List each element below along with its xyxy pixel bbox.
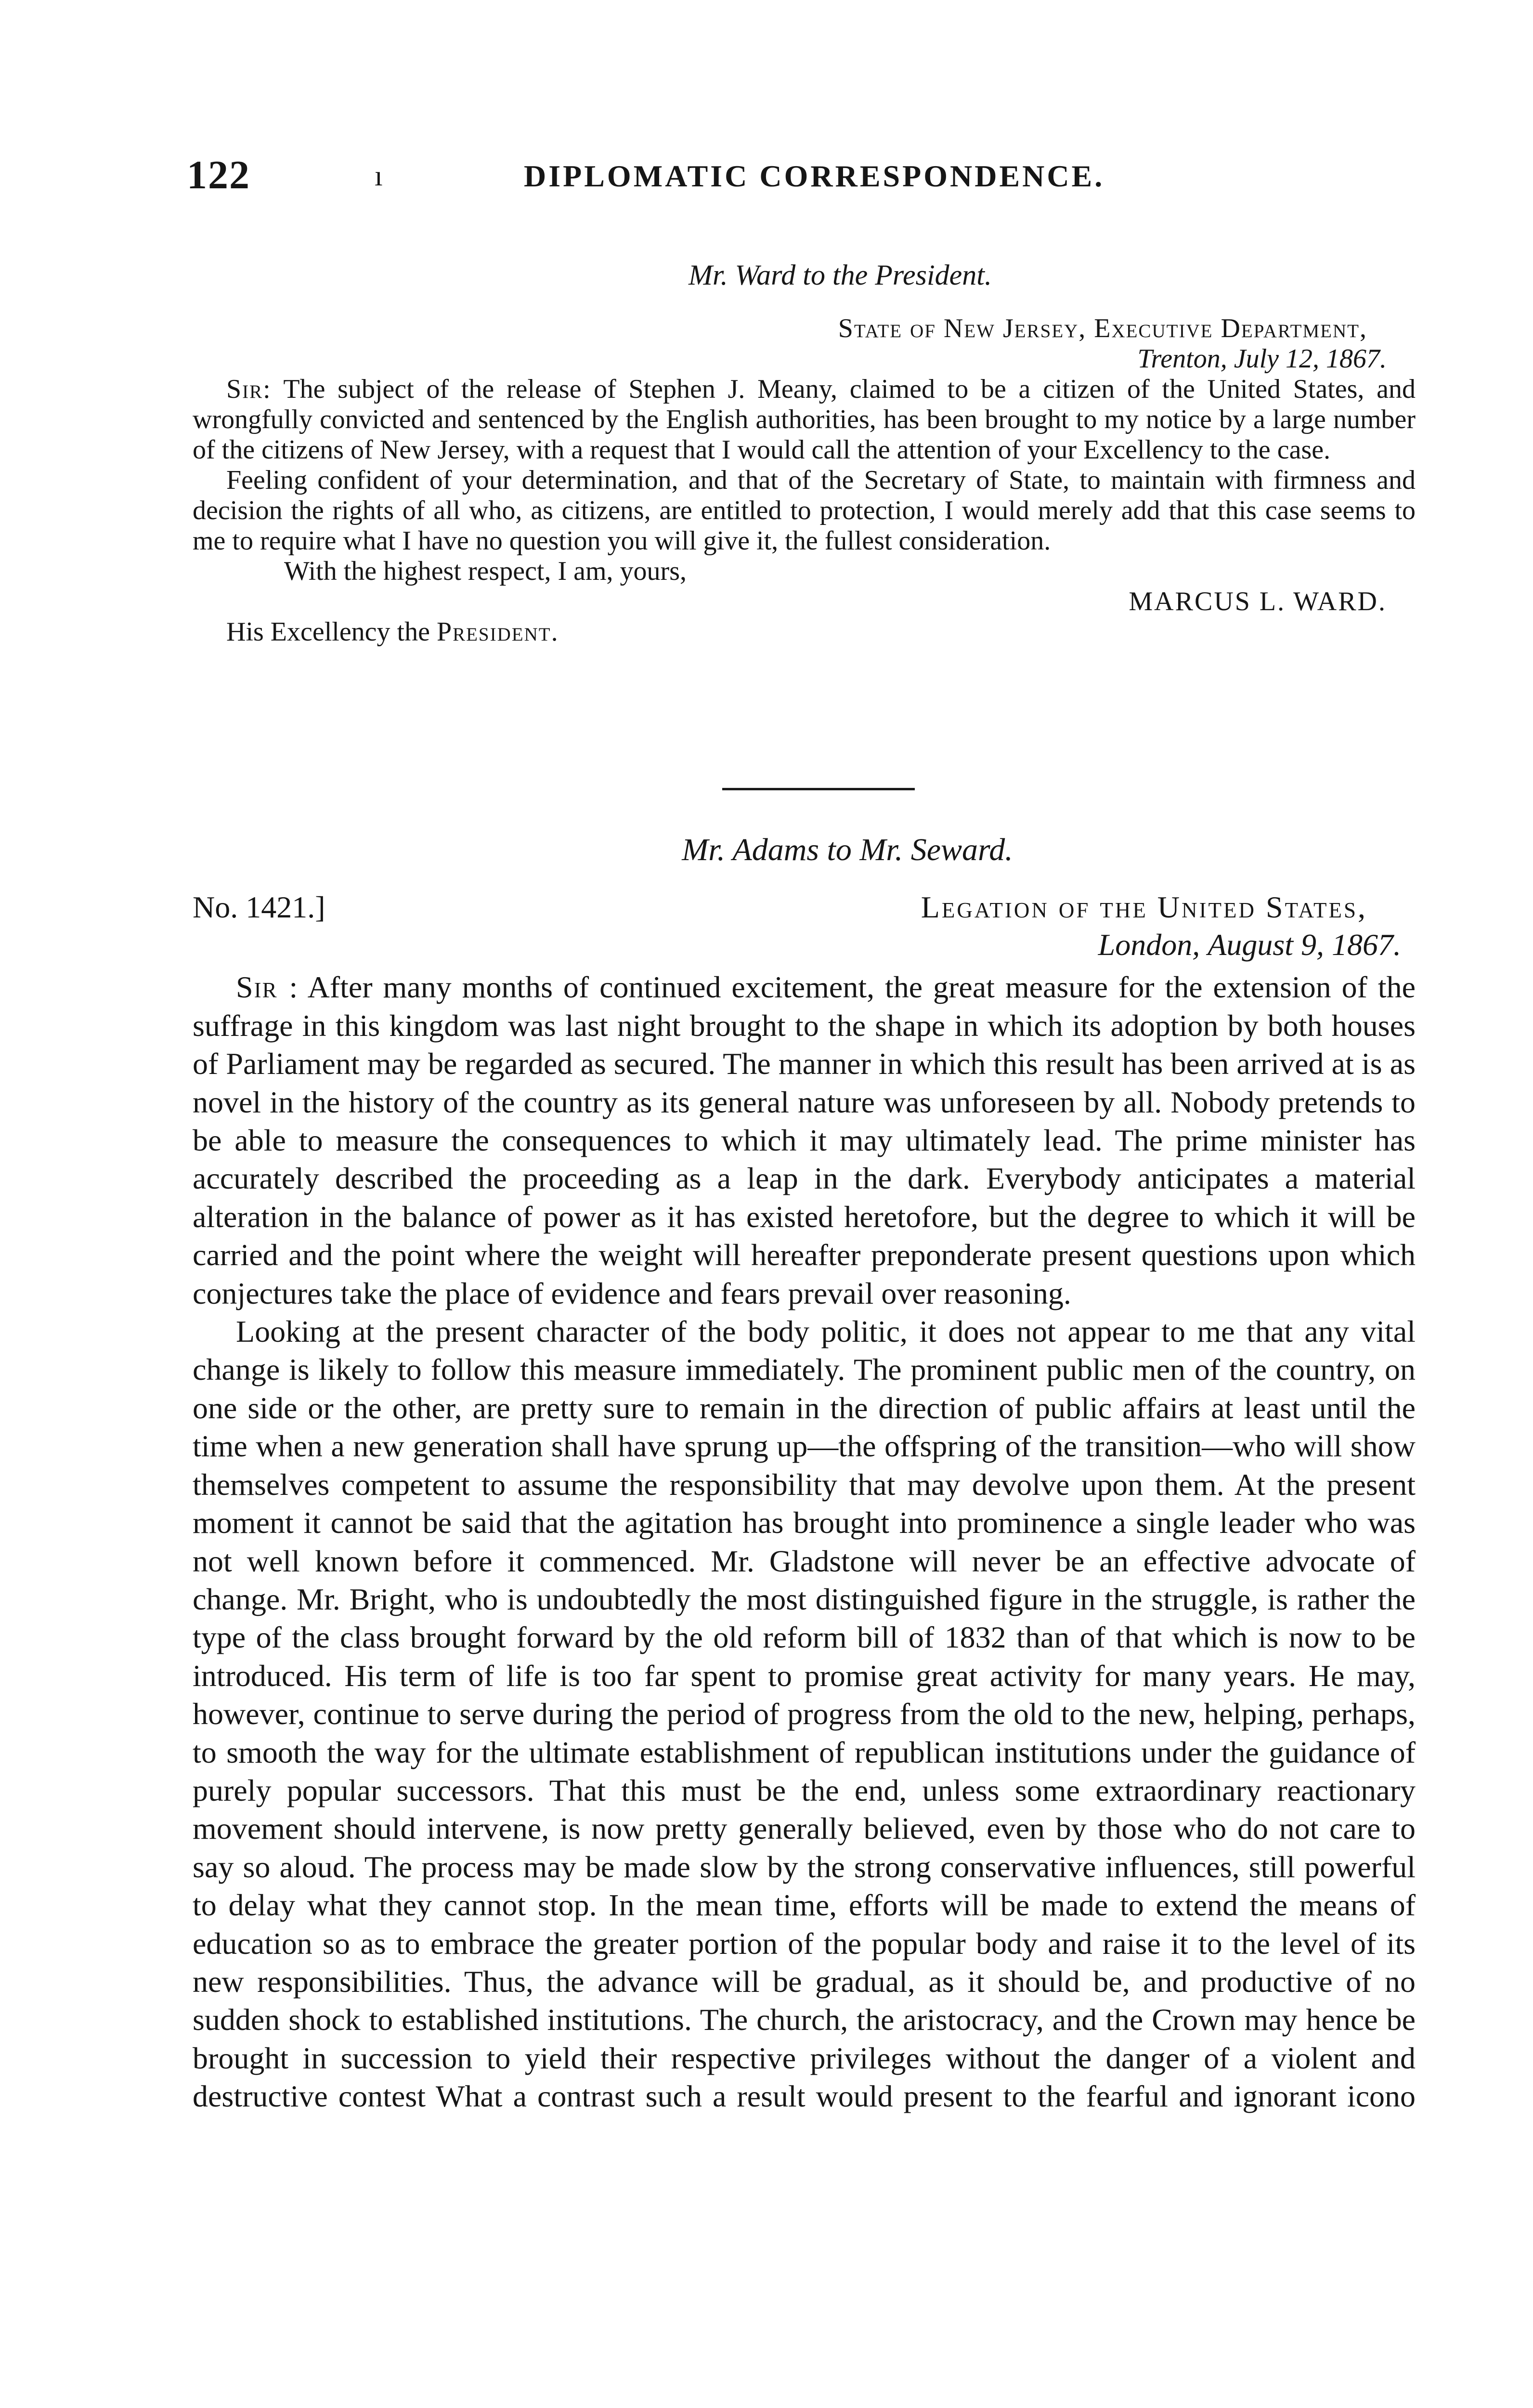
- signature: MARCUS L. WARD.: [1129, 587, 1387, 616]
- salutation: Sir:: [226, 374, 272, 404]
- body-paragraph: [193, 374, 1416, 465]
- addressee-name: President.: [436, 617, 559, 647]
- running-head: [187, 152, 1419, 205]
- letter-adams-to-seward: [193, 831, 1416, 2116]
- dateline: [1098, 926, 1401, 964]
- dispatch-number: No. 1421.]: [193, 890, 325, 925]
- dateline-place: London,: [1098, 928, 1200, 962]
- paragraph-text: The subject of the release of Stephen J. Meany, claimed to be a citizen of the United States, and wrongfully convicted and sentenced by the English authorities, has been brought to my notice by a large number of the citizens of New Jersey, with a request that I would call the attention of your Excellency to the case.: [193, 374, 1416, 465]
- addressee: [193, 617, 1416, 647]
- letter-heading: Mr. Adams to Mr. Seward.: [682, 832, 1013, 867]
- closing: With the highest respect, I am, yours,: [284, 556, 687, 586]
- dateline-place: Trenton,: [1137, 344, 1227, 374]
- section-divider: [722, 788, 915, 790]
- body-paragraph: Looking at the present character of the body politic, it does not appear to me that any vital change is likely to follow this measure immediately. The prominent public men of the country, on one side or the other, are pretty sure to remain in the direction of public affairs at least until the time when a new generation shall have sprung up—the offspring of the transition—who will show themselves competent to assume the responsibility that may devolve upon them. At the present moment it cannot be said that the agitation has brought into prominence a single leader who was not well known before it commenced. Mr. Gladstone will never be an effective advocate of change. Mr. Bright, who is undoubtedly the most distinguished figure in the struggle, is rather the type of the class brought forward by the old reform bill of 1832 than of that which is now to be introduced. His term of life is too far spent to promise great activity for many years. He may, however, continue to serve during the period of progress from the old to the new, helping, perhaps, to smooth the way for the ultimate establishment of republican institutions under the guidance of purely popular successors. That this must be the end, unless some extraordinary reactionary movement should intervene, is now pretty generally believed, even by those who do not care to say so aloud. The process may be made slow by the strong conservative influences, still powerful to delay what they cannot stop. In the mean time, efforts will be made to extend the means of education so as to embrace the greater portion of the popular body and raise it to the level of its new responsibilities. Thus, the advance will be gradual, as it should be, and productive of no sudden shock to established institutions. The church, the aristocracy, and the Crown may hence be brought in succession to yield their respective privileges without the danger of a violent and destructive contest What a contrast such a result would present to the fearful and ignorant icono: [193, 1314, 1416, 2114]
- salutation: Sir :: [236, 970, 299, 1005]
- address-block: [193, 888, 1416, 965]
- letter-heading: Mr. Ward to the President.: [689, 259, 992, 291]
- body-paragraph: Feeling confident of your determination, and that of the Secretary of State, to maintain with firmness and decision the rights of all who, as citizens, are entitled to protection, I would merely add that this case seems to me to require what I have no question you will give it, the fullest consideration.: [193, 465, 1416, 556]
- dateline-date: August 9, 1867.: [1208, 928, 1401, 962]
- sender-address: Legation of the United States,: [921, 890, 1367, 925]
- body-paragraph: [193, 968, 1416, 1312]
- dateline-date: July 12, 1867.: [1234, 344, 1387, 374]
- addressee-prefix: His Excellency the: [226, 617, 430, 647]
- dateline: [193, 344, 1416, 374]
- page-number: 122: [187, 153, 250, 197]
- running-title: DIPLOMATIC CORRESPONDENCE.: [524, 159, 1105, 193]
- paragraph-text: After many months of continued excitement, the great measure for the extension of the suffrage in this kingdom was last night brought to the shape in which its adoption by both houses of Parliament may be regarded as secured. The manner in which this result has been arrived at is as novel in the history of the country as its general nature was unforeseen by all. Nobody pretends to be able to measure the consequences to which it may ultimately lead. The prime minister has accurately described the proceeding as a leap in the dark. Everybody anticipates a material alteration in the balance of power as it has existed heretofore, but the degree to which it will be carried and the point where the weight will hereafter preponderate present questions upon which conjectures take the place of evidence and fears prevail over reasoning.: [193, 970, 1416, 1310]
- running-head-mark: ı: [375, 160, 383, 192]
- sender-address: State of New Jersey, Executive Department,: [838, 314, 1367, 343]
- letter-ward-to-president: [193, 260, 1416, 647]
